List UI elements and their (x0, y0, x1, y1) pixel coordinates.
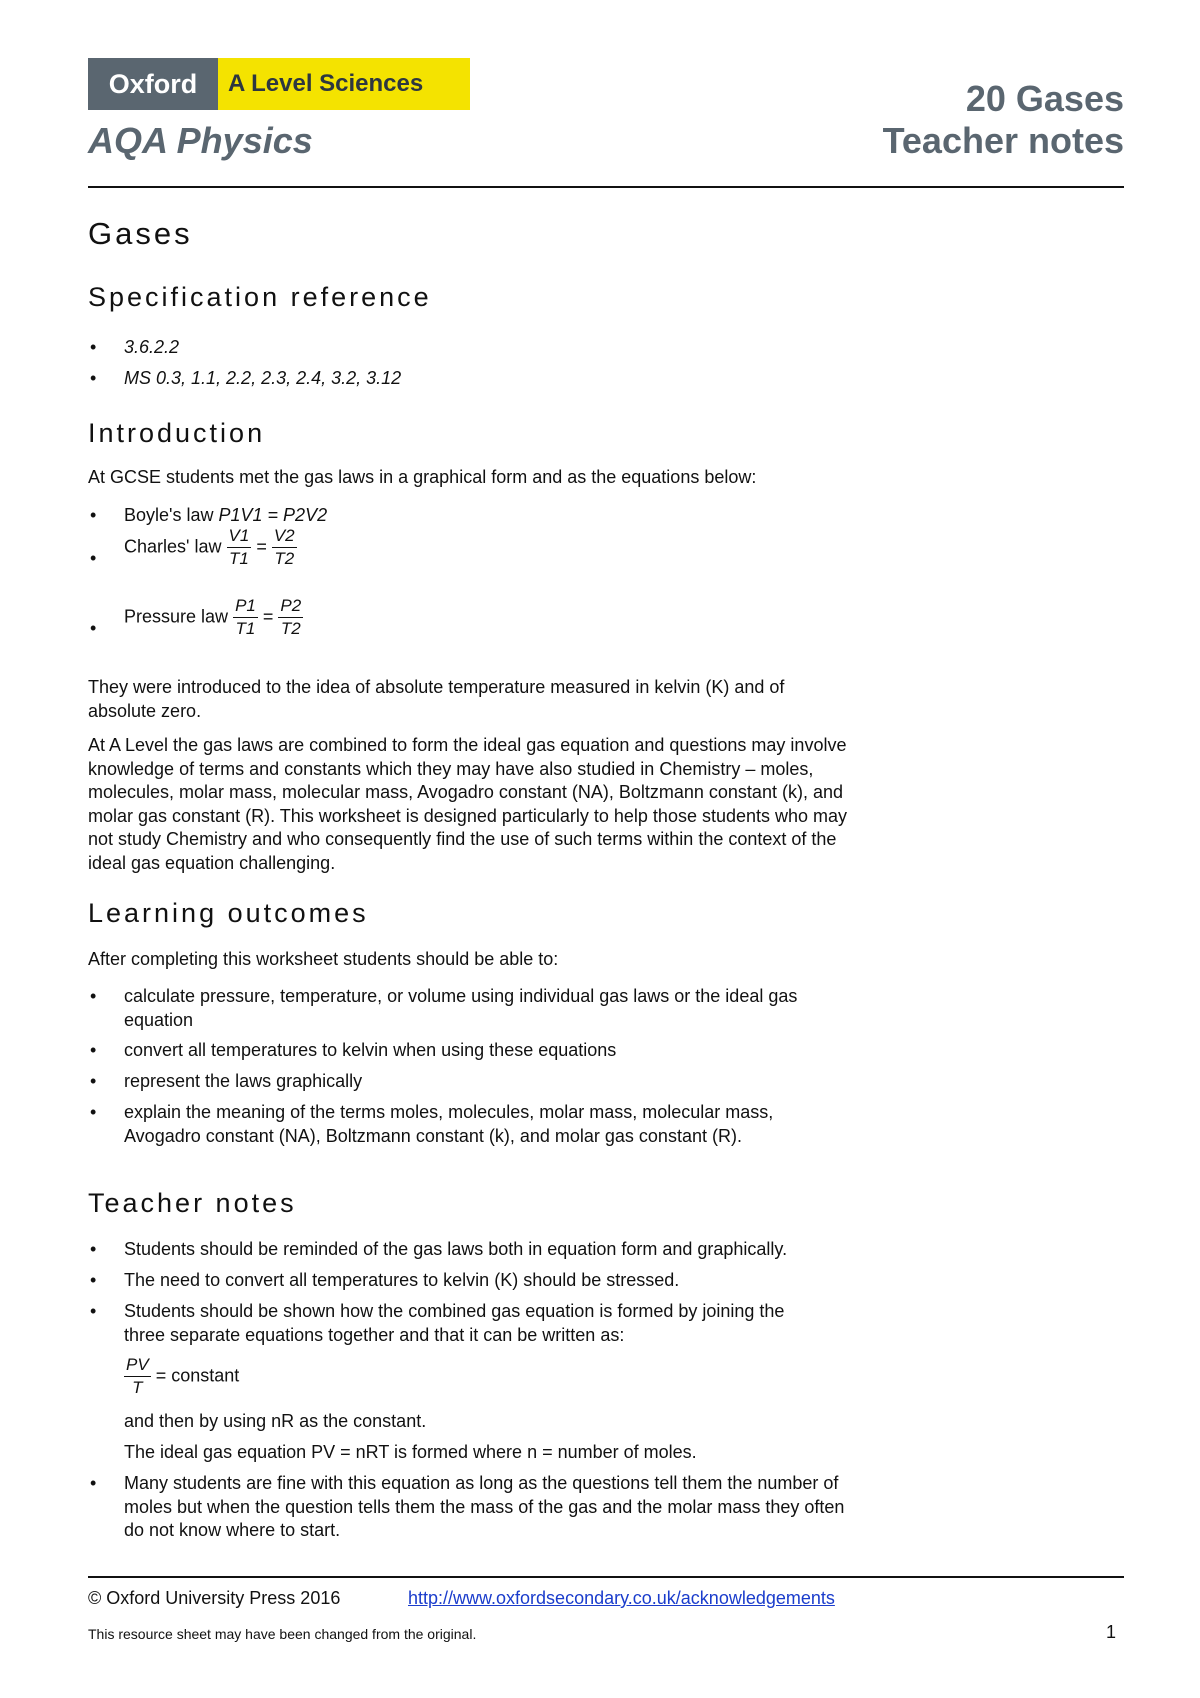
intro-lead: At GCSE students met the gas laws in a graphical form and as the equations below: (88, 467, 757, 487)
document-page: Oxford A Level Sciences AQA Physics 20 Gases Teacher notes Gases Specification reference • 3.6.2.2 • MS 0.3, 1.1, 2.2, 2.3, 2.4, 3.2, 3.12 Introduction At GCSE students met the gas laws in a graphical form and as the equations below: • Boyle's law P1V1 = P2V2 • Charles' law $\frac{V1}{T1}$ = $\frac{V2}{T2}$ • Pressure law $\frac{P1}{T1}$ = $\frac{P2}{T2}$ They were introduced to the idea of absolute temperature measured in kelvin (K) and of absolute zero. At A Level the gas laws are combined to form the ideal gas equation and questions may involve knowledge of terms and constants which they may have also studied in Chemistry – moles, molecules, molar mass, molecular mass, Avogadro constant (NA), Boltzmann constant (k), and molar gas constant (R). This worksheet is designed particularly to help those students who may not study Chemistry and who consequently find the use of such terms within the context of the ideal gas equation challenging. Learning outcomes After completing this worksheet students should be able to: • calculate pressure, temperature, or volume using individual gas laws or the ideal gas equation • convert all temperatures to kelvin when using these equations • represent the laws graphically • explain the meaning of the terms moles, molecules, molar mass, molecular mass, Avogadro constant (NA), Boltzmann constant (k), and molar gas constant (R). Teacher notes • Students should be reminded of the gas laws both in equation form and graphically. • The need to convert all temperatures to kelvin (K) should be stressed. • Students should be shown how the combined gas equation is formed by joining the three separate equations together and that it can be written as: $\frac{PV}{T}$ = constant and then by using nR as the constant. The ideal gas equation PV = nRT is formed where n = number of moles. • Many students are fine with this equation as long as the questions tell them the number of moles but when the question tells them the mass of the gas and the molar mass they often do not know where to start. © Oxford University Press 2016 http://www.oxfordsecondary.co.uk/acknowledgements This resource sheet may have been changed from the original. 1 (88, 58, 1124, 188)
boyle-label: Boyle's law (124, 505, 214, 525)
bullet-icon: • (90, 505, 97, 525)
bullet-icon: • (90, 1473, 97, 1493)
logo-brand: Oxford (88, 58, 218, 110)
nr-constant-line: and then by using nR as the constant. (124, 1411, 427, 1431)
intro-paragraph-2: At A Level the gas laws are combined to form the ideal gas equation and questions may involve knowledge of terms and constants which they may have also studied in Chemistry – moles, molecules, molar mass, molecular mass, Avogadro constant (NA), Boltzmann constant (k), and molar gas constant (R). This worksheet is designed particularly to help those students who may not study Chemistry and who consequently find the use of such terms within the context of the ideal gas equation challenging. (88, 735, 848, 873)
footer-divider (88, 1576, 1124, 1578)
spec-heading: Specification reference (88, 282, 432, 312)
header-divider (88, 186, 1124, 188)
boyle-equation: P1V1 = P2V2 (218, 505, 328, 525)
spec-item: 3.6.2.2 (124, 337, 180, 357)
subject-title: AQA Physics (88, 120, 313, 161)
logo-series: A Level Sciences (218, 58, 470, 110)
pressure-label: Pressure law (124, 606, 229, 627)
bullet-icon: • (90, 1102, 97, 1122)
introduction-heading: Introduction (88, 418, 266, 448)
page-heading: Gases (88, 216, 193, 251)
teacher-notes-heading: Teacher notes (88, 1188, 297, 1218)
charles-fraction-right: $\frac{V2}{T2}$ (273, 526, 295, 568)
ideal-gas-equation-line: The ideal gas equation PV = nRT is formed where n = number of moles. (124, 1442, 697, 1462)
bullet-icon: • (90, 618, 97, 638)
intro-paragraph-1: They were introduced to the idea of absolute temperature measured in kelvin (K) and of absolute zero. (88, 677, 785, 721)
bullet-icon: • (90, 986, 97, 1006)
title-line-2: Teacher notes (882, 120, 1124, 161)
learning-outcomes-heading: Learning outcomes (88, 898, 369, 928)
title-line-1: 20 Gases (965, 78, 1124, 119)
bullet-icon: • (90, 1239, 97, 1259)
pressure-fraction-right: $\frac{P2}{T2}$ (280, 596, 302, 638)
bullet-icon: • (90, 1301, 97, 1321)
page-number: 1 (1105, 1622, 1116, 1642)
charles-fraction-left: $\frac{V1}{T1}$ (228, 526, 250, 568)
bullet-icon: • (90, 337, 97, 357)
bullet-icon: • (90, 368, 97, 388)
charles-label: Charles' law (124, 536, 222, 557)
pressure-fraction-left: $\frac{P1}{T1}$ (235, 596, 256, 638)
pv-over-t-fraction: $\frac{PV}{T}$ (126, 1355, 149, 1397)
bullet-icon: • (90, 1071, 97, 1091)
spec-item: MS 0.3, 1.1, 2.2, 2.3, 2.4, 3.2, 3.12 (124, 368, 402, 388)
bullet-icon: • (90, 548, 97, 568)
resource-note: This resource sheet may have been changed from the original. (88, 1626, 477, 1642)
constant-text: = constant (155, 1365, 240, 1386)
acknowledgements-link[interactable]: http://www.oxfordsecondary.co.uk/acknowledgements (408, 1588, 835, 1608)
outcomes-lead: After completing this worksheet students should be able to: (88, 949, 559, 969)
bullet-icon: • (90, 1040, 97, 1060)
bullet-icon: • (90, 1270, 97, 1290)
copyright-text: © Oxford University Press 2016 (88, 1588, 341, 1608)
page-header (88, 58, 1124, 188)
document-title (883, 78, 1124, 162)
combined-gas-equation (124, 1354, 994, 1399)
